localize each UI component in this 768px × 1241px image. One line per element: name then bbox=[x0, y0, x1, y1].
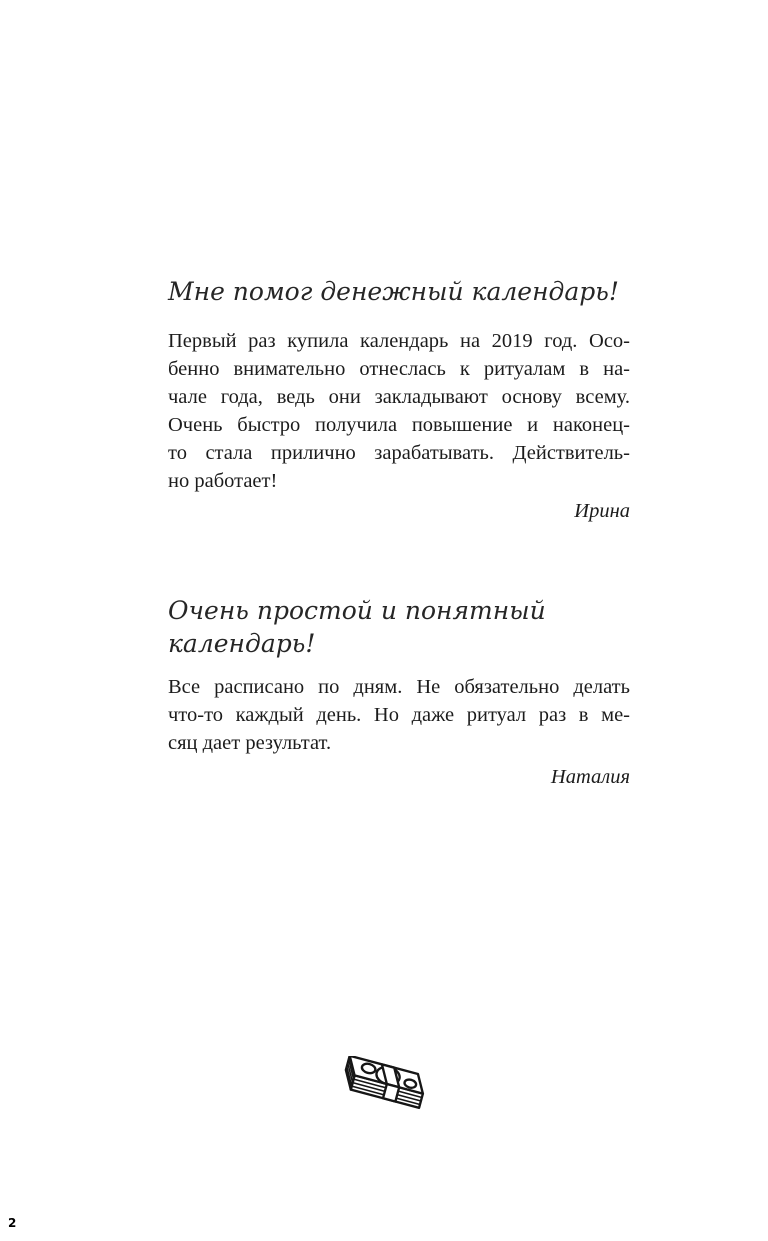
money-stack-icon bbox=[330, 1056, 438, 1136]
testimonial-1-body bbox=[168, 327, 630, 495]
text-line: Очень простой и понятный bbox=[168, 596, 546, 625]
testimonial-1-heading bbox=[168, 275, 630, 308]
text-line: что-то каждый день. Но даже ритуал раз в ме- bbox=[168, 704, 630, 726]
text-line: Все расписано по дням. Не обязательно делать bbox=[168, 676, 630, 698]
page-number: 2 bbox=[8, 1216, 17, 1230]
text-line: календарь! bbox=[168, 629, 316, 658]
text-line: то стала прилично зарабатывать. Действитель- bbox=[168, 442, 630, 464]
text-line: Очень быстро получила повышение и наконец- bbox=[168, 414, 630, 436]
text-line: Мне помог денежный календарь! bbox=[168, 277, 619, 306]
text-line: сяц дает результат. bbox=[168, 732, 332, 754]
text-line: Первый раз купила календарь на 2019 год. Осо- bbox=[168, 330, 630, 352]
testimonial-2-body bbox=[168, 673, 630, 757]
testimonial-2-heading bbox=[168, 594, 630, 660]
text-line: бенно внимательно отнеслась к ритуалам в на- bbox=[168, 358, 630, 380]
text-line: чале года, ведь они закладывают основу всему. bbox=[168, 386, 630, 408]
testimonial-1-signature: Ирина bbox=[574, 500, 630, 522]
text-line: но работает! bbox=[168, 470, 278, 492]
testimonial-2-signature: Наталия bbox=[550, 766, 630, 788]
